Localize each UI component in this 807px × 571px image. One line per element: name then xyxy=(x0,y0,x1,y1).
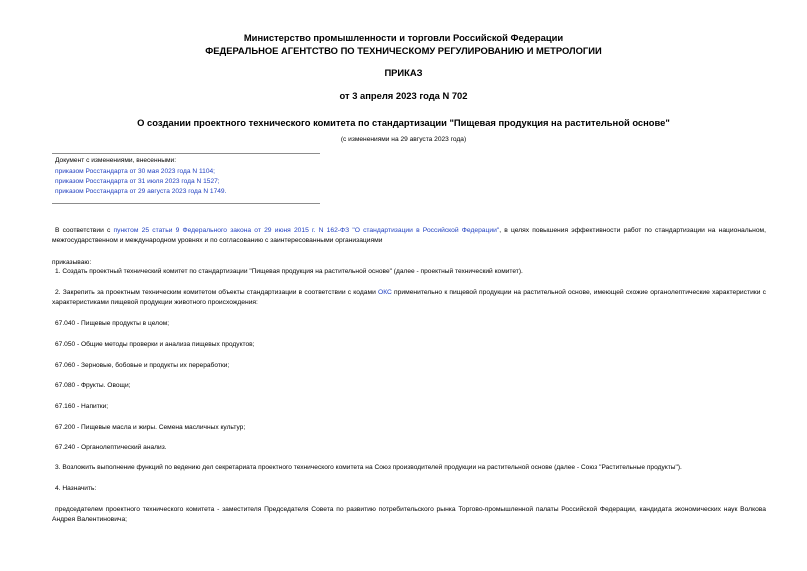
item-1: 1. Создать проектный технический комитет по стандартизации "Пищевая продукция на растительной основе" (далее - проектный технический комитет). xyxy=(55,268,523,275)
intro-prefix: В соответствии с xyxy=(55,227,114,234)
code-item: 67.240 - Органолептический анализ. xyxy=(55,444,167,451)
item-3: 3. Возложить выполнение функций по ведению дел секретариата проектного технического комитета на Союз производителей продукции на растительной основе (далее - Союз "Растительные продукты"). xyxy=(55,464,682,471)
amendment-link-3[interactable]: приказом Росстандарта от 29 августа 2023 года N 1749. xyxy=(55,188,227,195)
item-2-suffix: применительно к пищевой продукции на растительной основе, имеющей схожие органолептические характеристики с характеристиками пищевой продукции животного происхождения: xyxy=(52,289,766,306)
code-item: 67.050 - Общие методы проверки и анализа пищевых продуктов; xyxy=(55,341,255,348)
changes-note: (с изменениями на 29 августа 2023 года) xyxy=(340,136,467,143)
amendments-top-rule xyxy=(52,153,320,154)
law-link[interactable]: пунктом 25 статьи 9 Федерального закона от 29 июня 2015 г. N 162-ФЗ "О стандартизации в Российской Федерации" xyxy=(113,227,500,234)
code-item: 67.060 - Зерновые, бобовые и продукты их переработки; xyxy=(55,362,230,369)
document-title: О создании проектного технического комитета по стандартизации "Пищевая продукция на растительной основе" xyxy=(137,117,670,128)
order-word: приказываю: xyxy=(52,259,92,266)
amendments-bottom-rule xyxy=(52,203,320,204)
ministry-name: Министерство промышленности и торговли Российской Федерации xyxy=(243,32,564,43)
item-4: 4. Назначить: xyxy=(55,485,97,492)
document-type: ПРИКАЗ xyxy=(384,67,423,78)
intro-paragraph xyxy=(52,226,766,246)
document-date-number: от 3 апреля 2023 года N 702 xyxy=(339,90,468,101)
code-item: 67.080 - Фрукты. Овощи; xyxy=(55,382,131,389)
chairman-text: председателем проектного технического комитета - заместителя Председателя Совета по развитию потребительского рынка Торгово-промышленной палаты Российской Федерации, кандидата экономических наук Волкова Андрея Валентиновича; xyxy=(52,506,766,523)
item-2-paragraph xyxy=(52,288,766,308)
item-2-prefix: 2. Закрепить за проектным техническим комитетом объекты стандартизации в соответствии с кодами xyxy=(55,289,378,296)
code-item: 67.160 - Напитки; xyxy=(55,403,109,410)
amendment-link-2[interactable]: приказом Росстандарта от 31 июля 2023 года N 1527; xyxy=(55,178,220,185)
chairman-paragraph xyxy=(52,505,766,525)
intro-suffix: , в целях повышения эффективности работ по стандартизации на национальном, межгосударственном и международном уровнях и по согласованию с заинтересованными организациями xyxy=(52,227,767,244)
code-item: 67.040 - Пищевые продукты в целом; xyxy=(55,320,170,327)
amendments-heading: Документ с изменениями, внесенными: xyxy=(55,157,177,164)
code-item: 67.200 - Пищевые масла и жиры. Семена масличных культур; xyxy=(55,424,246,431)
oks-link[interactable]: ОКС xyxy=(378,289,392,296)
agency-name: ФЕДЕРАЛЬНОЕ АГЕНТСТВО ПО ТЕХНИЧЕСКОМУ РЕГУЛИРОВАНИЮ И МЕТРОЛОГИИ xyxy=(205,45,602,56)
amendment-link-1[interactable]: приказом Росстандарта от 30 мая 2023 года N 1104; xyxy=(55,168,216,175)
